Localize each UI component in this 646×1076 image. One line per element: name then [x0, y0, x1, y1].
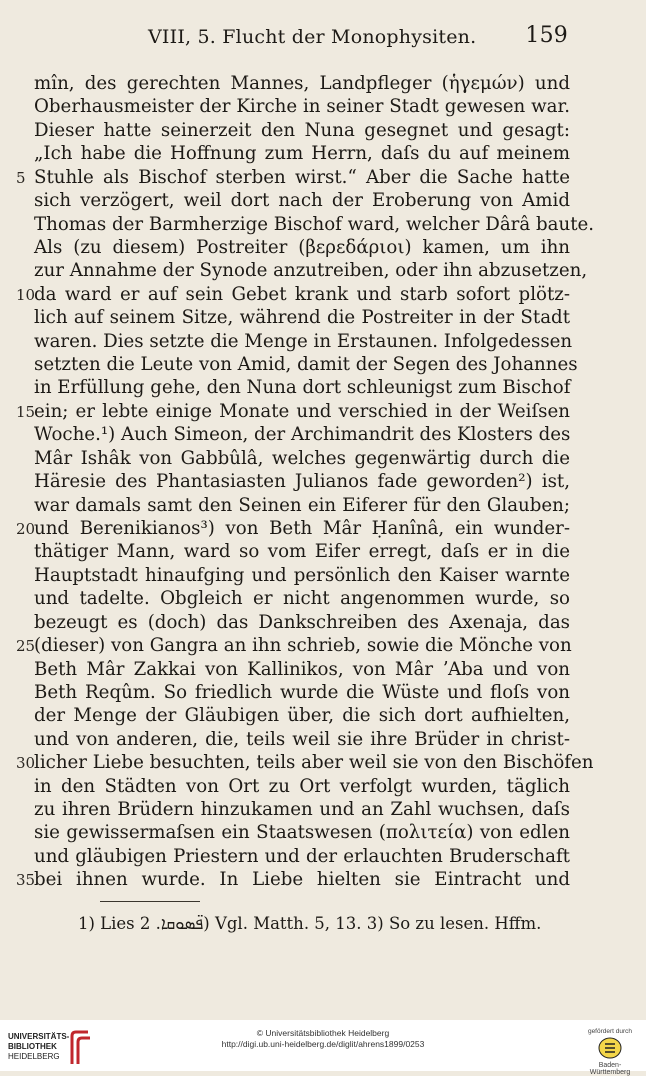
library-name-line: BIBLIOTHEK — [8, 1042, 57, 1051]
line-number: 35 — [16, 871, 36, 890]
funder-name: Baden-Württemberg — [589, 1062, 631, 1076]
text-line — [0, 376, 646, 399]
footnotes: 1) Lies ܦ̈ܣܘܩܐ. 2) Vgl. Matth. 5, 13. 3) So zu lesen. Hffm. — [78, 914, 542, 933]
text-line — [0, 353, 646, 376]
line-text: und von anderen, die, teils weil sie ihre Brüder in christ- — [34, 728, 570, 750]
text-line — [0, 283, 646, 306]
line-text: und gläubigen Priestern und der erlauchten Bruderschaft — [34, 845, 570, 867]
text-line — [0, 423, 646, 446]
line-text: Oberhausmeister der Kirche in seiner Stadt gewesen war. — [34, 96, 570, 118]
chapter-heading: VIII, 5. Flucht der Monophysiten. — [148, 26, 477, 48]
line-text: sie gewissermaſsen ein Staatswesen (πολιτεία) von edlen — [34, 822, 570, 844]
line-text: Dieser hatte seinerzeit den Nuna gesegnet und gesagt: — [34, 119, 570, 141]
text-line — [0, 119, 646, 142]
footnote-divider — [100, 901, 200, 902]
text-line — [0, 95, 646, 118]
text-line — [0, 658, 646, 681]
funded-label: gefördert durch — [587, 1028, 633, 1035]
line-text: da ward er auf sein Gebet krank und starb sofort plötz- — [34, 283, 570, 305]
line-text: zur Annahme der Synode anzutreiben, oder ihn abzusetzen, — [34, 260, 588, 282]
line-text: sich verzögert, weil dort nach der Eroberung von Amid — [34, 190, 570, 212]
line-text: Woche.¹) Auch Simeon, der Archimandrit des Klosters des — [34, 424, 571, 446]
line-text: (dieser) von Gangra an ihn schrieb, sowie die Mönche von — [34, 635, 572, 657]
line-text: Mâr Ishâk von Gabbûlâ, welches gegenwärtig durch die — [34, 447, 570, 469]
text-line — [0, 681, 646, 704]
line-text: Stuhle als Bischof sterben wirst.“ Aber die Sache hatte — [34, 166, 570, 188]
line-text: waren. Dies setzte die Menge in Erstaunen. Infolgedessen — [34, 330, 573, 352]
line-text: bei ihnen wurde. In Liebe hielten sie Eintracht und — [34, 869, 570, 891]
line-text: mîn, des gerechten Mannes, Landpfleger (ἡγεμών) und — [34, 73, 570, 94]
text-line — [0, 587, 646, 610]
text-line — [0, 470, 646, 493]
coat-of-arms-icon — [597, 1037, 623, 1059]
copyright-text: © Universitätsbibliothek Heidelberg — [256, 1028, 390, 1038]
line-number: 15 — [16, 402, 36, 421]
line-text: thätiger Mann, ward so vom Eifer erregt, daſs er in die — [34, 541, 570, 563]
line-number: 25 — [16, 637, 36, 656]
line-text: und Berenikianos³) von Beth Mâr Ḥanînâ, ein wunder- — [34, 517, 570, 539]
library-name-line: UNIVERSITÄTS- — [8, 1032, 70, 1041]
text-line — [0, 166, 646, 189]
line-text: zu ihren Brüdern hinzukamen und an Zahl wuchsen, daſs — [34, 799, 570, 821]
line-number: 10 — [16, 285, 36, 304]
line-text: Als (zu diesem) Postreiter (βερεδάριοι) kamen, um ihn — [34, 236, 570, 258]
text-line — [0, 259, 646, 282]
library-name-line: HEIDELBERG — [8, 1052, 60, 1061]
line-text: lich auf seinem Sitze, während die Postreiter in der Stadt — [34, 307, 570, 329]
text-line — [0, 634, 646, 657]
text-line — [0, 189, 646, 212]
text-line — [0, 330, 646, 353]
text-line — [0, 798, 646, 821]
text-line — [0, 306, 646, 329]
digitization-footer — [0, 1020, 646, 1076]
line-text: in den Städten von Ort zu Ort verfolgt wurden, täglich — [34, 775, 570, 797]
line-number: 30 — [16, 754, 36, 773]
permalink[interactable]: http://digi.ub.uni-heidelberg.de/diglit/ahrens1899/0253 — [221, 1039, 425, 1049]
line-number: 20 — [16, 519, 36, 538]
line-text: der Menge der Gläubigen über, die sich dort aufhielten, — [34, 705, 570, 727]
page-number: 159 — [525, 23, 568, 48]
line-text: Beth Mâr Zakkai von Kallinikos, von Mâr ʼAba und von — [34, 658, 570, 680]
line-text: Thomas der Barmherzige Bischof ward, welcher Dârâ baute. — [34, 213, 595, 235]
text-line — [0, 868, 646, 891]
funder-block — [580, 1028, 640, 1076]
line-text: Beth Reqûm. So friedlich wurde die Wüste und floſs von — [34, 681, 570, 703]
line-text: Häresie des Phantasiasten Julianos fade geworden²) ist, — [34, 471, 570, 493]
text-line — [0, 728, 646, 751]
line-text: und tadelte. Obgleich er nicht angenommen wurde, so — [34, 588, 570, 610]
line-text: Hauptstadt hinaufging und persönlich den Kaiser warnte — [34, 564, 570, 586]
text-line — [0, 517, 646, 540]
line-text: ein; er lebte einige Monate und verschied in der Weiſsen — [34, 400, 570, 422]
line-number: 5 — [16, 168, 26, 187]
text-line — [0, 213, 646, 236]
copyright-notice — [0, 1028, 646, 1050]
text-line — [0, 564, 646, 587]
line-text: „Ich habe die Hoffnung zum Herrn, daſs du auf meinem — [34, 143, 570, 165]
text-line — [0, 821, 646, 844]
line-text: setzten die Leute von Amid, damit der Segen des Johannes — [34, 354, 578, 376]
line-text: bezeugt es (doch) das Dankschreiben des Axenaja, das — [34, 611, 570, 633]
text-line — [0, 751, 646, 774]
text-line — [0, 494, 646, 517]
text-line — [0, 704, 646, 727]
line-text: war damals samt den Seinen ein Eiferer für den Glauben; — [34, 494, 570, 516]
text-line — [0, 400, 646, 423]
text-line — [0, 236, 646, 259]
text-line — [0, 611, 646, 634]
text-line — [0, 447, 646, 470]
line-text: licher Liebe besuchten, teils aber weil sie von den Bischöfen — [34, 752, 594, 774]
text-line — [0, 540, 646, 563]
text-line — [0, 142, 646, 165]
text-line — [0, 72, 646, 95]
line-text: in Erfüllung gehe, den Nuna dort schleunigst zum Bischof — [34, 377, 571, 399]
text-line — [0, 775, 646, 798]
running-header — [148, 23, 568, 54]
text-line — [0, 845, 646, 868]
